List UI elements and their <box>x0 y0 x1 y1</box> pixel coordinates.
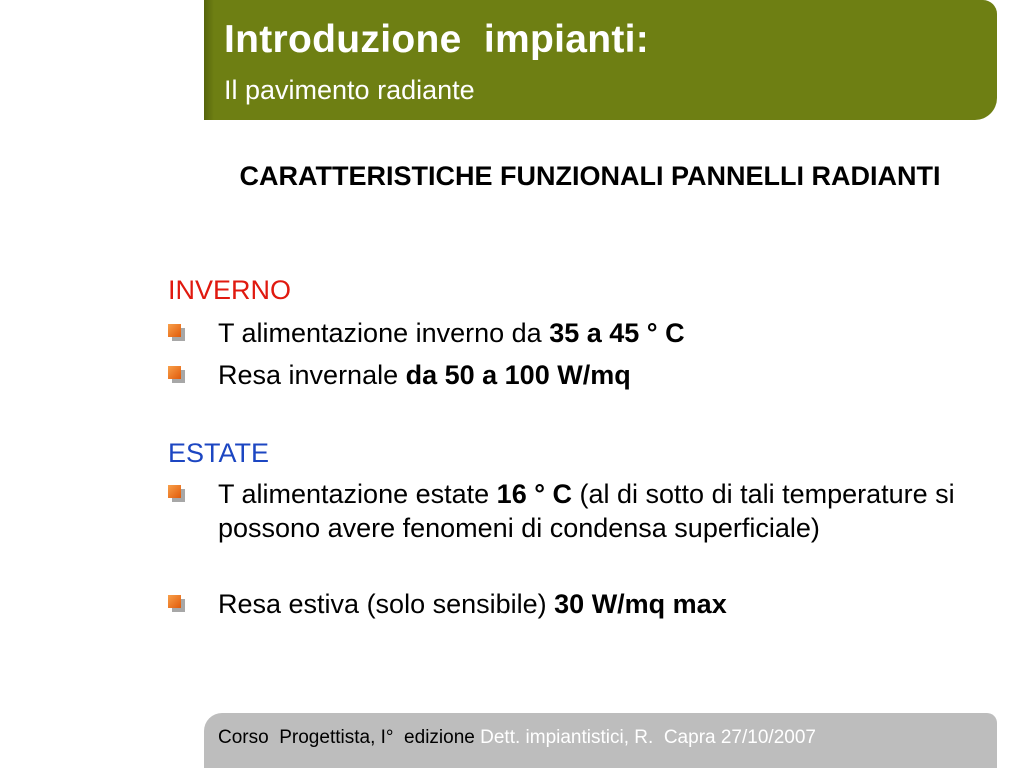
bullet-text: T alimentazione inverno da <box>218 318 550 348</box>
inverno-bullet-supply-temp <box>168 316 958 350</box>
square-bullet-icon <box>168 485 185 502</box>
inverno-title: INVERNO <box>168 275 292 305</box>
square-bullet-icon <box>168 324 185 341</box>
square-bullet-icon <box>168 366 185 383</box>
bullet-value: 16 ° C <box>496 479 573 509</box>
footer-author-date: Dett. impiantistici, R. Capra 27/10/2007 <box>480 727 816 748</box>
footer-course: Corso Progettista, I° edizione <box>218 727 481 748</box>
bullet-value: 35 a 45 ° C <box>549 318 685 348</box>
bullet-text: Resa estiva (solo sensibile) <box>218 589 555 619</box>
slide-subtitle: Il pavimento radiante <box>224 75 475 105</box>
section-heading: CARATTERISTICHE FUNZIONALI PANNELLI RADIANTI <box>239 161 941 191</box>
header-shade <box>204 0 214 120</box>
estate-bullet-supply-temp <box>168 477 958 545</box>
estate-bullet-output <box>168 587 958 621</box>
slide-title: Introduzione impianti: <box>224 18 650 61</box>
bullet-value: 30 W/mq max <box>554 589 727 619</box>
estate-title: ESTATE <box>168 438 270 468</box>
bullet-text: T alimentazione estate <box>218 479 497 509</box>
square-bullet-icon <box>168 595 185 612</box>
bullet-value: da 50 a 100 W/mq <box>405 360 631 390</box>
bullet-suffix: (al di sotto di tali temperature si possono avere fenomeni di condensa superficiale) <box>218 479 955 543</box>
bullet-text: Resa invernale <box>218 360 406 390</box>
footer-text <box>218 727 816 749</box>
inverno-bullet-output <box>168 358 958 392</box>
